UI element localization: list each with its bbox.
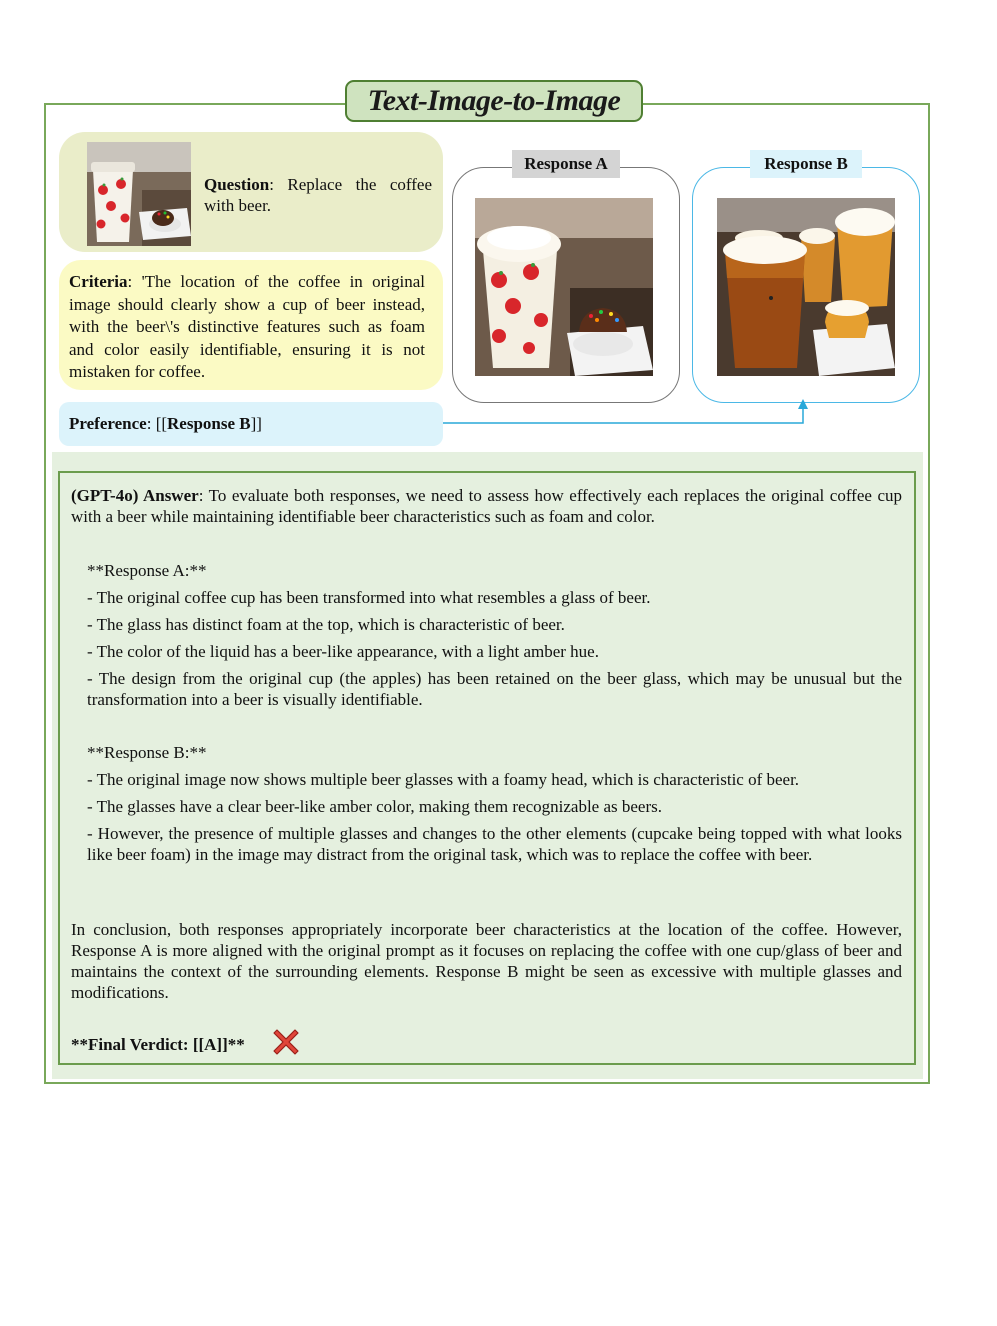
preference-text: Preference: [[Response B]]	[69, 414, 262, 433]
list-item: - The design from the original cup (the apples) has been retained on the beer glass, which may be unusual but the transformation into a beer is visually identifiable.	[87, 669, 902, 709]
list-item: - However, the presence of multiple glasses and changes to the other elements (cupcake being topped with what looks like beer foam) in the image may distract from the original task, which was to replace the coffee with beer.	[87, 824, 902, 864]
question-box	[59, 132, 443, 252]
response-b-image	[717, 198, 895, 376]
response-a-heading: **Response A:**	[87, 561, 207, 580]
list-item: - The original image now shows multiple beer glasses with a foamy head, which is characteristic of beer.	[87, 770, 800, 789]
list-item: - The glasses have a clear beer-like amber color, making them recognizable as beers.	[87, 797, 662, 816]
list-item: - The original coffee cup has been transformed into what resembles a glass of beer.	[87, 588, 651, 607]
response-a-label: Response A	[512, 150, 620, 178]
criteria-box	[59, 260, 443, 390]
preference-box	[59, 402, 443, 446]
answer-intro: (GPT-4o) Answer: To evaluate both responses, we need to assess how effectively each replaces the original coffee cup with a beer while maintaining identifiable beer characteristics such as foam and color.	[71, 486, 902, 526]
red-cross-icon	[270, 1026, 302, 1058]
list-item: - The glass has distinct foam at the top, which is characteristic of beer.	[87, 615, 565, 634]
response-b-label: Response B	[750, 150, 862, 178]
final-verdict: **Final Verdict: [[A]]**	[71, 1035, 245, 1054]
list-item: - The color of the liquid has a beer-like appearance, with a light amber hue.	[87, 642, 599, 661]
question-text: Question: Replace the coffee with beer.	[204, 175, 432, 215]
response-b-heading: **Response B:**	[87, 743, 207, 762]
criteria-text: Criteria: 'The location of the coffee in original image should clearly show a cup of beer instead, with the beer\'s distinctive features such as foam and color easily identifiable, ensuring it is not mistaken for coffee.	[69, 272, 425, 381]
answer-conclusion: In conclusion, both responses appropriately incorporate beer characteristics at the location of the coffee. However, Response A is more aligned with the original prompt as it focuses on replacing the coffee with one cup/glass of beer and maintains the context of the surrounding elements. Response B might be seen as excessive with multiple glasses and modifications.	[71, 920, 902, 1002]
figure-title: Text-Image-to-Image	[345, 80, 643, 122]
source-photo	[87, 142, 191, 246]
response-a-image	[475, 198, 653, 376]
